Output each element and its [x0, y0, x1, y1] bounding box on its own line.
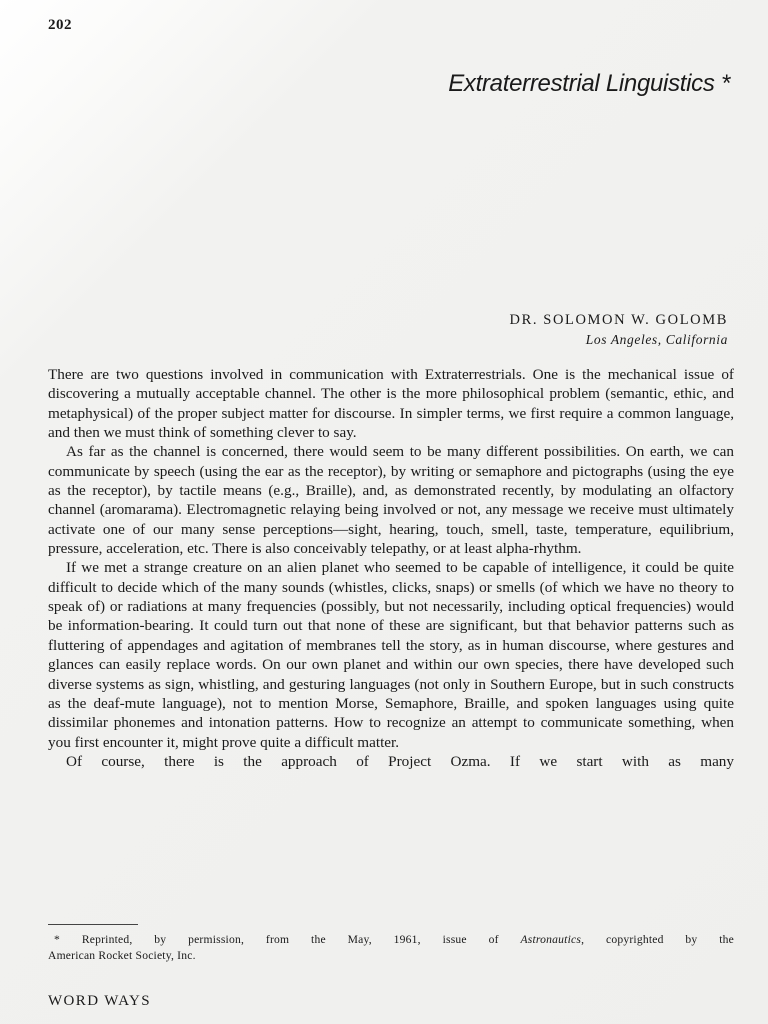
footnote-journal: Astronautics [520, 933, 582, 946]
footnote [48, 932, 734, 963]
paragraph-2: As far as the channel is concerned, there would seem to be many different possibilities. On earth, we can communicate by speech (using the ear as the receptor), by writing or semaphore and pictographs (using the eye as the receptor), by tactile means (e.g., Braille), and, as demonstrated recently, by modulating an olfactory channel (aromarama). Electromagnetic relaying being involved or not, any message we receive must ultimately activate one of our many sense perceptions—sight, hearing, touch, smell, taste, temperature, equilibrium, pressure, acceleration, etc. There is also conceivably telepathy, or at least alpha-rhythm. [48, 443, 734, 558]
footnote-prefix: * Reprinted, by permission, from the May, 1961, issue of [54, 933, 521, 946]
author-location: Los Angeles, California [585, 332, 728, 347]
article-body [48, 365, 734, 771]
paragraph-1: There are two questions involved in communication with Extraterrestrials. One is the mechanical issue of discovering a mutually acceptable channel. The other is the more philosophical problem (semantic, ethic, and metaphysical) of the proper subject matter for discourse. In simpler terms, we first require a common language, and then we must think of something clever to say. [48, 366, 734, 442]
page-number: 202 [48, 17, 72, 33]
footnote-suffix: , copyrighted by the [581, 933, 734, 946]
footnote-line-2: American Rocket Society, Inc. [48, 948, 196, 962]
author-name: DR. SOLOMON W. GOLOMB [509, 312, 728, 328]
author-block [510, 312, 729, 348]
article-title: Extraterrestrial Linguistics * [448, 70, 730, 97]
running-footer: WORD WAYS [48, 993, 152, 1009]
paragraph-4: Of course, there is the approach of Project Ozma. If we start with as many [66, 752, 734, 770]
paragraph-3: If we met a strange creature on an alien planet who seemed to be capable of intelligence, it could be quite difficult to decide which of the many sounds (whistles, clicks, snaps) or smells (of which we have no theory to speak of) or radiations at many frequencies (possibly, but not necessarily, including optical frequencies) would be information-bearing. It could turn out that none of these are significant, but that behavior patterns such as fluttering of appendages and agitation of membranes tell the story, as in human discourse, where gestures and glances can easily replace words. On our own planet and within our own species, there have developed such diverse systems as sign, whistling, and gesturing languages (not only in Southern Europe, but in such constructs as the deaf-mute language), not to mention Morse, Semaphore, Braille, and spoken languages using quite dissimilar phonemes and intonation patterns. How to recognize an attempt to communicate something, when you first encounter it, might prove quite a difficult matter. [48, 559, 734, 751]
footnote-line-1 [48, 932, 734, 948]
footnote-divider [48, 924, 138, 925]
